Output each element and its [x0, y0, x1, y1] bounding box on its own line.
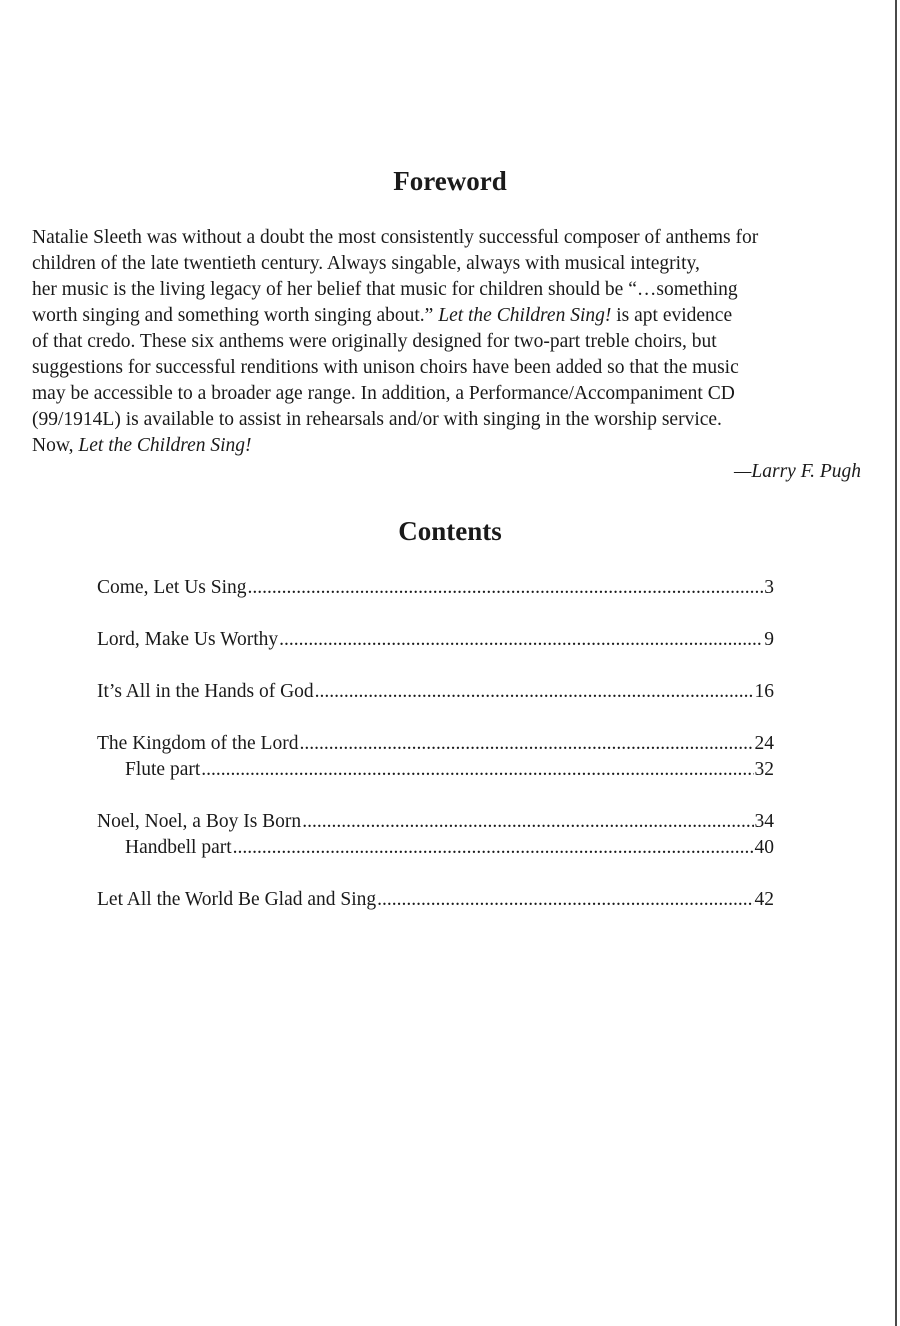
- toc-page-number: 34: [754, 811, 774, 832]
- toc-dot-leader: [299, 731, 753, 757]
- foreword-line: [32, 407, 872, 433]
- toc-entry-title: Flute part: [125, 759, 201, 780]
- foreword-body: [32, 225, 872, 459]
- toc-entry-title: The Kingdom of the Lord: [97, 733, 299, 754]
- foreword-line: [32, 433, 872, 459]
- foreword-line: [32, 225, 872, 251]
- foreword-title-italic: Let the Children Sing!: [78, 435, 252, 456]
- foreword-text-run: may be accessible to a broader age range. In addition, a Performance/Accompaniment CD: [32, 383, 735, 404]
- toc-group: [97, 809, 774, 861]
- toc-group: [97, 575, 774, 601]
- toc-page-number: 3: [764, 577, 774, 598]
- toc-subentry: [97, 757, 774, 783]
- toc-page-number: 32: [754, 759, 774, 780]
- toc-entry: [97, 679, 774, 705]
- toc-page-number: 24: [754, 733, 774, 754]
- foreword-line: [32, 303, 872, 329]
- toc-subentry: [97, 835, 774, 861]
- toc-page-number: 16: [754, 681, 774, 702]
- toc-entry-title: Noel, Noel, a Boy Is Born: [97, 811, 302, 832]
- foreword-text-run: Natalie Sleeth was without a doubt the most consistently successful composer of anthems for: [32, 227, 759, 248]
- foreword-text-run: (99/1914L) is available to assist in rehearsals and/or with singing in the worship service.: [32, 409, 722, 430]
- foreword-text-run: suggestions for successful renditions with unison choirs have been added so that the music: [32, 357, 739, 378]
- toc-dot-leader: [279, 627, 763, 653]
- foreword-text-run: worth singing and something worth singing about.”: [32, 305, 439, 326]
- toc-page-number: 40: [754, 837, 774, 858]
- toc-dot-leader: [377, 887, 753, 913]
- toc-page-number: 42: [754, 889, 774, 910]
- toc-entry: [97, 575, 774, 601]
- toc-group: [97, 731, 774, 783]
- toc-group: [97, 627, 774, 653]
- toc-entry-title: Let All the World Be Glad and Sing: [97, 889, 377, 910]
- foreword-line: [32, 329, 872, 355]
- foreword-line: [32, 355, 872, 381]
- foreword-text-run: of that credo. These six anthems were originally designed for two-part treble choirs, but: [32, 331, 717, 352]
- toc-group: [97, 887, 774, 913]
- foreword-text-run: her music is the living legacy of her belief that music for children should be “…something: [32, 279, 738, 300]
- foreword-title-italic: Let the Children Sing!: [438, 305, 612, 326]
- toc-dot-leader: [201, 757, 753, 783]
- toc-entry: [97, 627, 774, 653]
- contents-heading: Contents: [398, 516, 502, 546]
- toc-page-number: 9: [764, 629, 774, 650]
- toc-entry-title: Handbell part: [125, 837, 232, 858]
- foreword-text-run: Now,: [32, 435, 79, 456]
- toc-group: [97, 679, 774, 705]
- foreword-line: [32, 381, 872, 407]
- foreword-line: [32, 251, 872, 277]
- toc-entry-title: Lord, Make Us Worthy: [97, 629, 279, 650]
- foreword-text-run: is apt evidence: [611, 305, 733, 326]
- toc-entry: [97, 731, 774, 757]
- toc-dot-leader: [233, 835, 754, 861]
- toc-dot-leader: [315, 679, 754, 705]
- toc-dot-leader: [302, 809, 753, 835]
- toc-entry: [97, 887, 774, 913]
- toc-entry: [97, 809, 774, 835]
- foreword-heading: Foreword: [393, 166, 507, 196]
- toc-entry-title: Come, Let Us Sing: [97, 577, 247, 598]
- toc-dot-leader: [248, 575, 764, 601]
- foreword-text-run: children of the late twentieth century. Always singable, always with musical integrity,: [32, 253, 700, 274]
- foreword-line: [32, 277, 872, 303]
- toc-entry-title: It’s All in the Hands of God: [97, 681, 314, 702]
- foreword-attribution: —Larry F. Pugh: [734, 461, 861, 482]
- table-of-contents: [97, 575, 774, 939]
